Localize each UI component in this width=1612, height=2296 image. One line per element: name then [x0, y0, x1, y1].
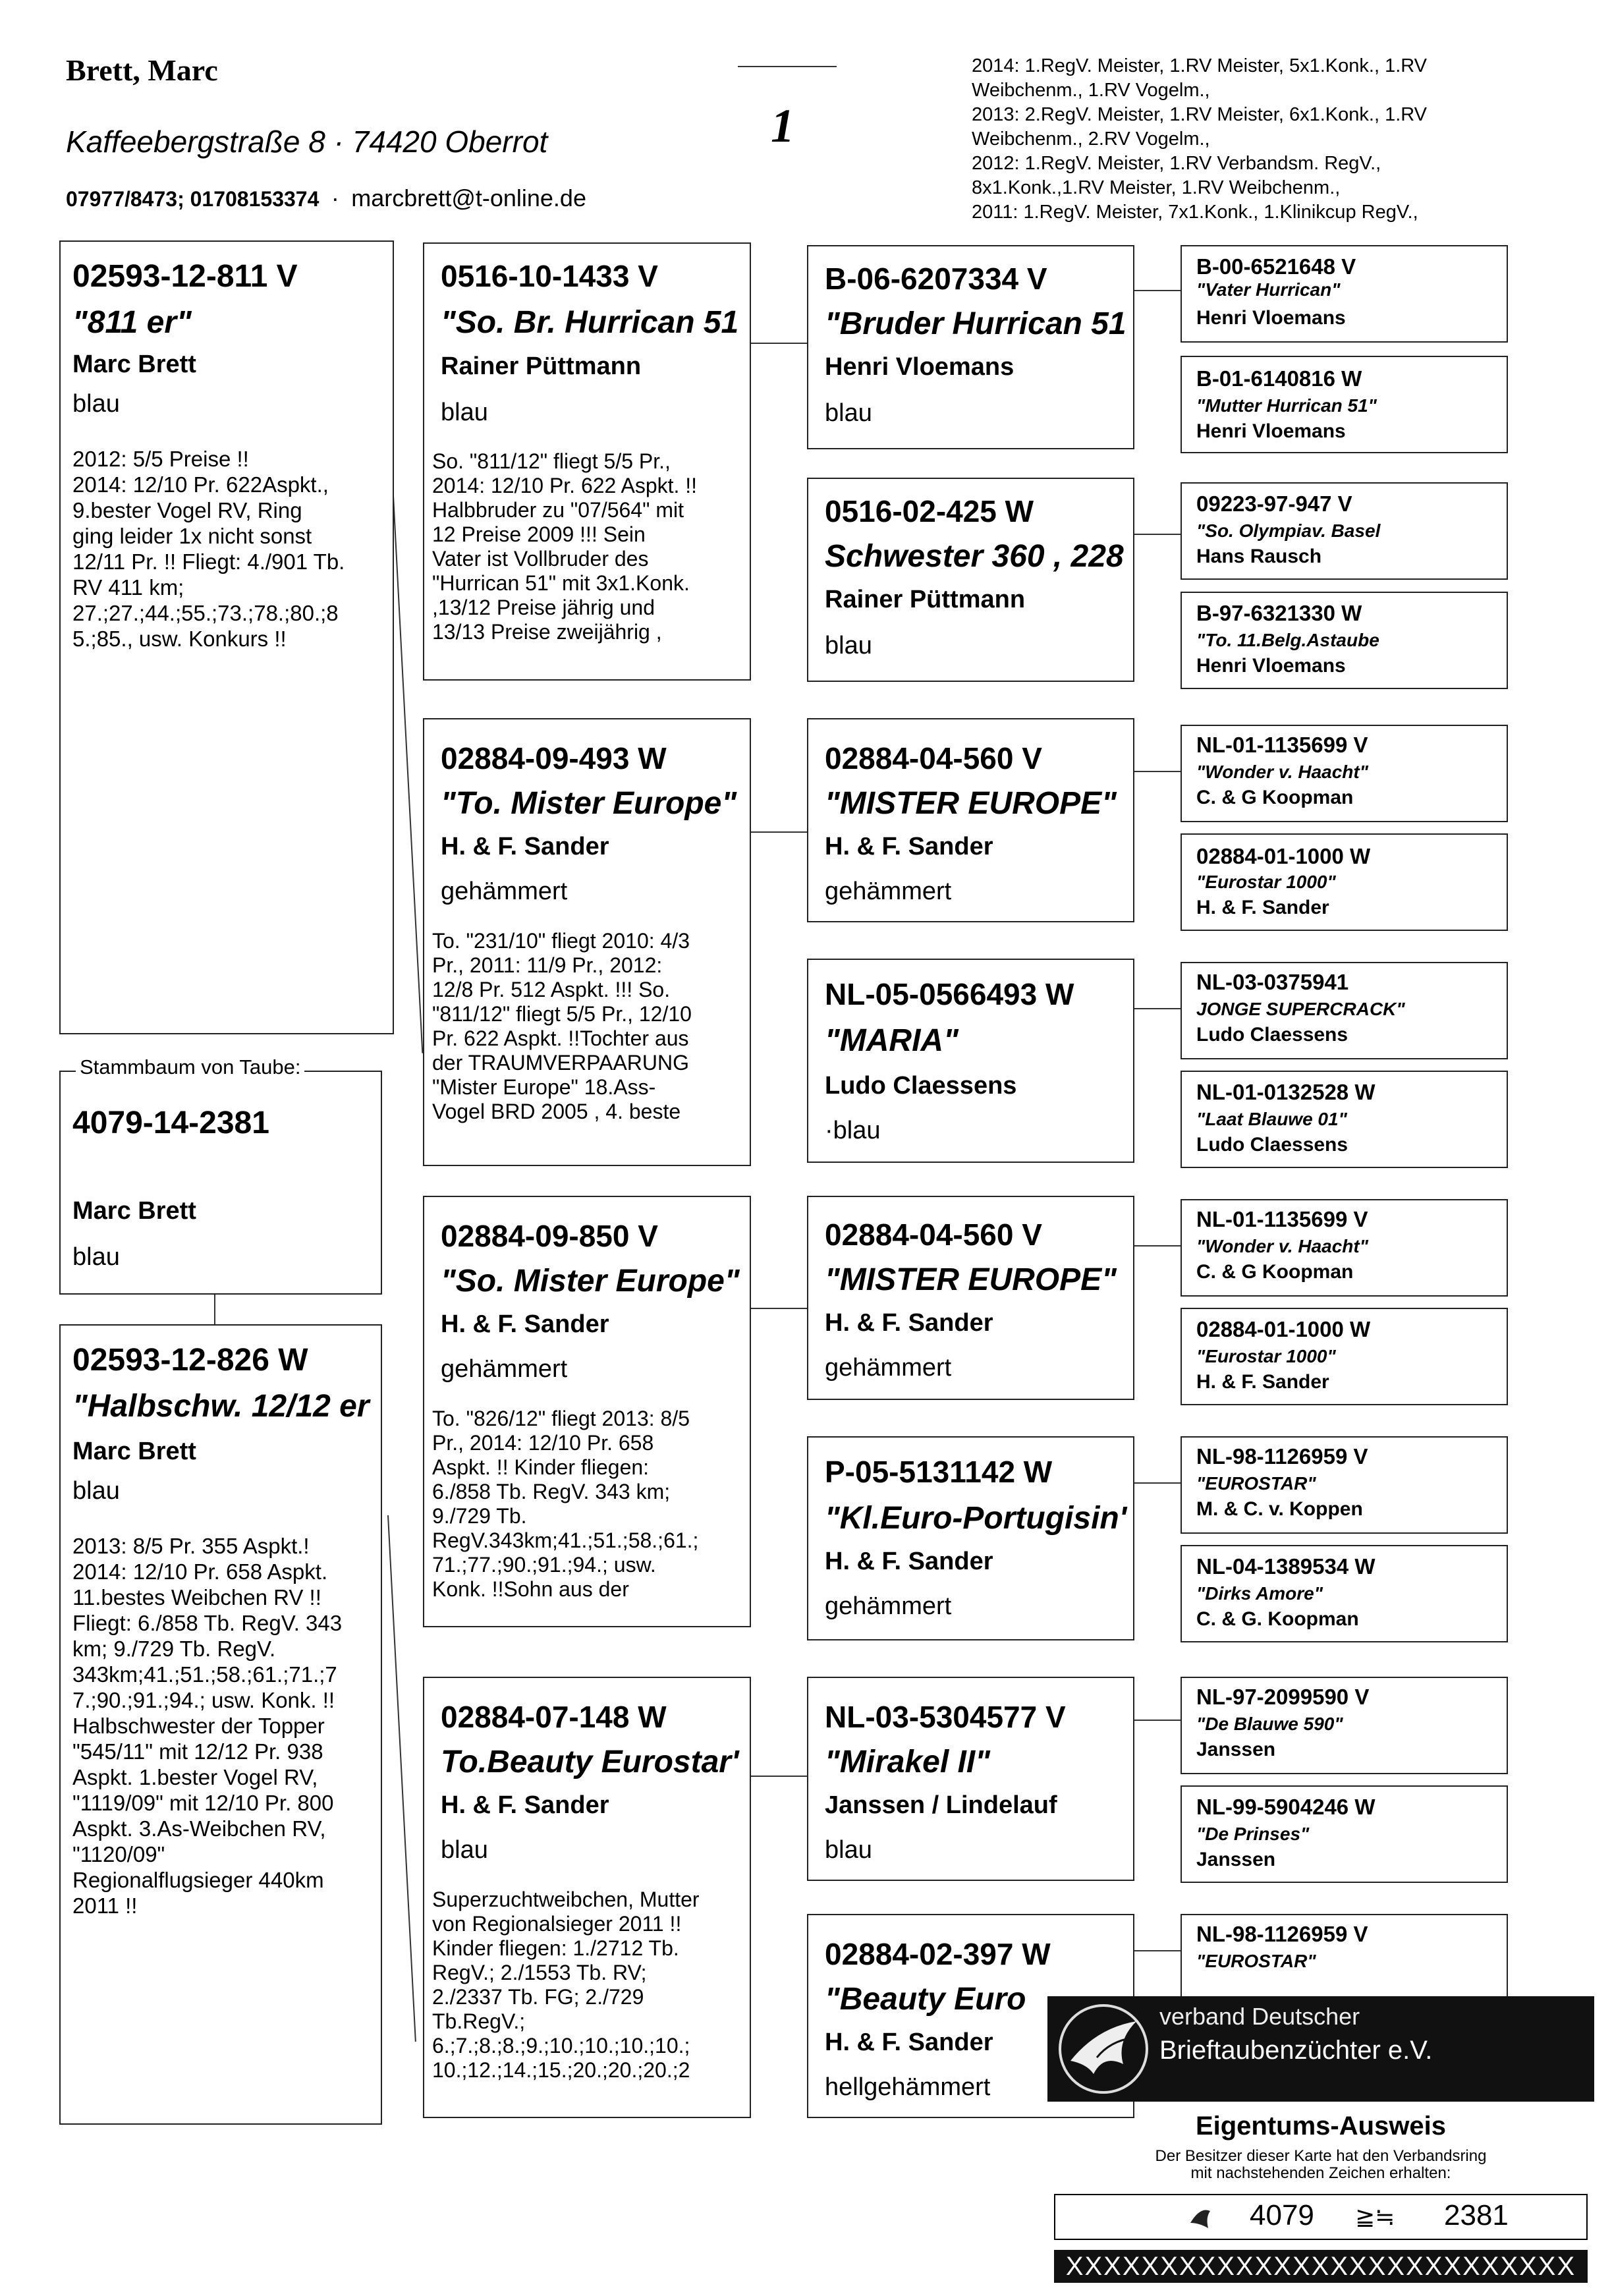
ggp-color: gehämmert [825, 1354, 952, 1382]
gggp-name: "Laat Blauwe 01" [1196, 1109, 1347, 1129]
note-line: 71.;77.;90.;91.;94.; usw. [432, 1553, 656, 1577]
note-line: 2014: 12/10 Pr. 622 Aspkt. !! [432, 474, 698, 497]
note-line: Vogel BRD 2005 , 4. beste [432, 1100, 681, 1123]
gp-ring: 02884-09-493 W [441, 741, 667, 775]
note-line: 27.;27.;44.;55.;73.;78.;80.;8 [72, 601, 339, 625]
gg-grandparent-card[interactable] [1181, 833, 1508, 931]
gg-grandparent-card[interactable] [1181, 1308, 1508, 1405]
note-line: Aspkt. 3.As-Weibchen RV, [72, 1816, 326, 1841]
father-name: "811 er" [72, 305, 192, 340]
ggp-color: blau [825, 399, 872, 427]
note-line: 11.bestes Weibchen RV !! [72, 1585, 321, 1610]
ggp-owner: Henri Vloemans [825, 353, 1014, 381]
great-grandparent-card[interactable] [807, 245, 1134, 449]
note-line: Pr., 2011: 11/9 Pr., 2012: [432, 953, 663, 977]
ggp-name: "Mirakel II" [825, 1745, 990, 1779]
connector-line [1134, 1482, 1181, 1484]
gggp-ring: NL-97-2099590 V [1196, 1685, 1370, 1709]
breeder-name: Brett, Marc [66, 53, 218, 87]
gggp-name: "EUROSTAR" [1196, 1951, 1316, 1971]
bird-emblem-icon [1187, 2203, 1213, 2232]
gggp-owner: Janssen [1196, 1849, 1276, 1870]
father-notes [72, 446, 382, 652]
mother-name: "Halbschw. 12/12 er [72, 1389, 370, 1424]
gp-notes [432, 929, 745, 1124]
ggp-name: "MISTER EUROPE" [825, 1262, 1117, 1297]
father-ring: 02593-12-811 V [72, 259, 298, 294]
connector-line [214, 1295, 215, 1324]
org-name-line-1: verband Deutscher [1159, 2003, 1360, 2030]
gp-notes [432, 1407, 745, 1602]
note-line: So. "811/12" fliegt 5/5 Pr., [432, 449, 671, 473]
note-line: "1120/09" [72, 1842, 165, 1866]
contact-separator: · [331, 184, 339, 211]
ggp-ring: NL-03-5304577 V [825, 1700, 1066, 1734]
gp-owner: H. & F. Sander [441, 1310, 609, 1338]
ggp-owner: H. & F. Sander [825, 833, 993, 860]
mother-owner: Marc Brett [72, 1438, 196, 1465]
gggp-owner: Henri Vloemans [1196, 420, 1346, 442]
note-line: Kinder fliegen: 1./2712 Tb. [432, 1936, 679, 1960]
dove-logo-icon [1057, 2002, 1150, 2097]
ggp-owner: H. & F. Sander [825, 1548, 993, 1575]
gggp-name: "Eurostar 1000" [1196, 872, 1336, 892]
gggp-ring: 02884-01-1000 W [1196, 1317, 1371, 1341]
breeder-contact [66, 184, 586, 212]
achievement-line: 2014: 1.RegV. Meister, 1.RV Meister, 5x1.Konk., 1.RV [972, 55, 1428, 76]
note-line: der TRAUMVERPAARUNG [432, 1051, 689, 1075]
gggp-owner: C. & G. Koopman [1196, 1608, 1359, 1630]
gggp-ring: NL-01-1135699 V [1196, 1207, 1368, 1231]
subject-ring: 4079-14-2381 [72, 1106, 269, 1140]
ggp-name: "Beauty Euro [825, 1982, 1026, 2017]
grandparent-card-1[interactable] [423, 242, 751, 681]
connector-line [1134, 1720, 1181, 1721]
note-line: von Regionalsieger 2011 !! [432, 1912, 682, 1936]
connector-line [1134, 771, 1181, 772]
achievement-line: 2011: 1.RegV. Meister, 7x1.Konk., 1.Klinikcup RegV., [972, 202, 1418, 223]
note-line: "Mister Europe" 18.Ass- [432, 1075, 656, 1099]
gggp-ring: NL-01-0132528 W [1196, 1080, 1376, 1104]
gggp-ring: NL-98-1126959 V [1196, 1922, 1368, 1946]
page-number: 1 [771, 99, 794, 152]
note-line: 2012: 5/5 Preise !! [72, 447, 249, 471]
great-grandparent-card[interactable] [807, 959, 1134, 1163]
gggp-ring: NL-99-5904246 W [1196, 1795, 1376, 1819]
ggp-ring: 02884-04-560 V [825, 1218, 1042, 1252]
gggp-name: "So. Olympiav. Basel [1196, 520, 1381, 541]
ring-code-a: 4079 [1250, 2199, 1314, 2231]
gggp-name: "Dirks Amore" [1196, 1583, 1323, 1604]
ggp-name: "MISTER EUROPE" [825, 786, 1117, 821]
mother-ring: 02593-12-826 W [72, 1343, 308, 1378]
gggp-name: "De Prinses" [1196, 1824, 1310, 1844]
connector-line [751, 1308, 807, 1309]
gp-name: "To. Mister Europe" [441, 786, 737, 821]
father-color: blau [72, 390, 120, 418]
note-line: 12/8 Pr. 512 Aspkt. !!! So. [432, 978, 671, 1001]
gggp-owner: M. & C. v. Koppen [1196, 1498, 1363, 1520]
ggp-ring: 02884-04-560 V [825, 741, 1042, 775]
note-line: 343km;41.;51.;58.;61.;71.;7 [72, 1662, 337, 1687]
org-name-line-2: Brieftaubenzüchter e.V. [1159, 2036, 1433, 2065]
gg-grandparent-card[interactable] [1181, 1436, 1508, 1534]
note-line: 9.bester Vogel RV, Ring [72, 498, 302, 522]
note-line: Pr., 2014: 12/10 Pr. 658 [432, 1431, 654, 1455]
gggp-ring: 02884-01-1000 W [1196, 844, 1371, 868]
great-grandparent-card[interactable] [807, 1677, 1134, 1881]
note-line: Aspkt. !! Kinder fliegen: [432, 1455, 650, 1479]
great-grandparent-card[interactable] [807, 1436, 1134, 1640]
gggp-owner: Henri Vloemans [1196, 307, 1346, 329]
gp-name: "So. Br. Hurrican 51 [441, 305, 739, 340]
gp-color: gehämmert [441, 878, 568, 905]
ggp-owner: H. & F. Sander [825, 2029, 993, 2056]
breeder-address: Kaffeebergstraße 8 · 74420 Oberrot [66, 125, 548, 159]
note-line: "Hurrican 51" mit 3x1.Konk. [432, 571, 690, 595]
gp-ring: 0516-10-1433 V [441, 259, 658, 293]
gggp-ring: NL-03-0375941 [1196, 970, 1349, 994]
achievement-line: 8x1.Konk.,1.RV Meister, 1.RV Weibchenm., [972, 177, 1341, 198]
father-card[interactable] [59, 240, 394, 1034]
gggp-name: "Eurostar 1000" [1196, 1346, 1336, 1366]
note-line: 2014: 12/10 Pr. 658 Aspkt. [72, 1559, 328, 1584]
gggp-ring: NL-04-1389534 W [1196, 1554, 1376, 1579]
ggp-ring: P-05-5131142 W [825, 1455, 1053, 1489]
achievements-list [972, 54, 1565, 225]
header-rule [738, 66, 837, 67]
father-owner: Marc Brett [72, 350, 196, 378]
note-line: km; 9./729 Tb. RegV. [72, 1637, 276, 1661]
gg-grandparent-card[interactable] [1181, 1785, 1508, 1883]
note-line: To. "231/10" fliegt 2010: 4/3 [432, 929, 690, 953]
note-line: 9./729 Tb. [432, 1504, 527, 1528]
gp-ring: 02884-09-850 V [441, 1219, 658, 1253]
pedigree-label: Stammbaum von Taube: [76, 1055, 304, 1079]
gp-owner: H. & F. Sander [441, 833, 609, 860]
connector-line [387, 1515, 416, 2042]
note-line: Halbschwester der Topper [72, 1714, 325, 1738]
connector-line [1134, 1950, 1181, 1951]
connector-line [1134, 1008, 1181, 1009]
ownership-subtext [1047, 2148, 1594, 2182]
note-line: "811/12" fliegt 5/5 Pr., 12/10 [432, 1002, 692, 1026]
note-line: Vater ist Vollbruder des [432, 547, 649, 571]
gggp-name: JONGE SUPERCRACK" [1196, 999, 1405, 1019]
mother-color: blau [72, 1477, 120, 1505]
ggp-ring: 02884-02-397 W [825, 1937, 1051, 1971]
gggp-name: "De Blauwe 590" [1196, 1714, 1343, 1734]
gggp-name: "To. 11.Belg.Astaube [1196, 630, 1379, 650]
ownership-card [1047, 1996, 1594, 2286]
gggp-owner: Ludo Claessens [1196, 1024, 1348, 1046]
gggp-owner: H. & F. Sander [1196, 1371, 1329, 1393]
gggp-name: "Mutter Hurrican 51" [1196, 395, 1377, 416]
note-line: 7.;90.;91.;94.; usw. Konk. !! [72, 1688, 335, 1712]
ggp-owner: H. & F. Sander [825, 1309, 993, 1337]
ownership-card-header [1047, 1996, 1594, 2102]
note-line: Fliegt: 6./858 Tb. RegV. 343 [72, 1611, 343, 1635]
ring-number-box [1054, 2194, 1588, 2240]
ggp-ring: B-06-6207334 V [825, 262, 1047, 296]
ggp-owner: Ludo Claessens [825, 1072, 1017, 1100]
subject-color: blau [72, 1243, 120, 1271]
ggp-name: "Kl.Euro-Portugisin' [825, 1501, 1127, 1536]
connector-line [751, 831, 807, 833]
gggp-owner: C. & G Koopman [1196, 1261, 1354, 1283]
note-line: RegV.343km;41.;51.;58.;61.; [432, 1528, 699, 1552]
grandparent-card-4[interactable] [423, 1677, 751, 2118]
gggp-ring: B-01-6140816 W [1196, 366, 1362, 391]
gggp-owner: Henri Vloemans [1196, 655, 1346, 677]
ggp-ring: NL-05-0566493 W [825, 977, 1074, 1011]
great-grandparent-card[interactable] [807, 718, 1134, 922]
note-line: Regionalflugsieger 440km [72, 1868, 324, 1892]
gg-grandparent-card[interactable] [1181, 1071, 1508, 1168]
connector-line [1134, 290, 1181, 291]
ggp-name: Schwester 360 , 228 [825, 539, 1124, 574]
subject-owner: Marc Brett [72, 1197, 196, 1225]
ggp-color: gehämmert [825, 1592, 952, 1620]
gp-color: gehämmert [441, 1355, 568, 1383]
note-line: 5.;85., usw. Konkurs !! [72, 627, 287, 651]
subject-card[interactable] [59, 1071, 382, 1295]
gp-name: "So. Mister Europe" [441, 1264, 740, 1299]
connector-line [1134, 1245, 1181, 1246]
gp-name: To.Beauty Eurostar' [441, 1745, 739, 1779]
note-line: To. "826/12" fliegt 2013: 8/5 [432, 1407, 690, 1430]
gp-color: blau [441, 1836, 488, 1864]
ownership-heading: Eigentums-Ausweis [1195, 2112, 1447, 2141]
note-line: Halbbruder zu "07/564" mit [432, 498, 684, 522]
note-line: 2013: 8/5 Pr. 355 Aspkt.! [72, 1534, 310, 1558]
note-line: Konk. !!Sohn aus der [432, 1577, 629, 1601]
note-line: Aspkt. 1.bester Vogel RV, [72, 1765, 318, 1789]
gggp-ring: NL-01-1135699 V [1196, 733, 1368, 757]
note-line: ,13/12 Preise jährig und [432, 596, 655, 619]
grandparent-card-2[interactable] [423, 718, 751, 1166]
security-pattern: XXXXXXXXXXXXXXXXXXXXXXXXXXX [1054, 2250, 1588, 2283]
gggp-owner: Hans Rausch [1196, 546, 1322, 567]
gggp-owner: Janssen [1196, 1739, 1276, 1760]
ggp-name: "MARIA" [825, 1023, 959, 1058]
gp-notes [432, 449, 745, 644]
gg-grandparent-card[interactable] [1181, 1677, 1508, 1774]
note-line: 6.;7.;8.;8.;9.;10.;10.;10.;10.; [432, 2034, 690, 2058]
gg-grandparent-card[interactable] [1181, 1199, 1508, 1297]
gp-owner: H. & F. Sander [441, 1791, 609, 1819]
note-line: "545/11" mit 12/12 Pr. 938 [72, 1739, 323, 1764]
gg-grandparent-card[interactable] [1181, 482, 1508, 580]
gggp-name: "Vater Hurrican" [1196, 279, 1341, 300]
gp-ring: 02884-07-148 W [441, 1700, 667, 1734]
gp-owner: Rainer Püttmann [441, 352, 642, 380]
gggp-name: "EUROSTAR" [1196, 1473, 1316, 1494]
connector-line [1134, 534, 1181, 535]
note-line: 12 Preise 2009 !!! Sein [432, 522, 646, 546]
ring-code-mid: ≧≒ [1355, 2203, 1395, 2230]
achievement-line: 2013: 2.RegV. Meister, 1.RV Meister, 6x1.Konk., 1.RV [972, 104, 1428, 125]
gg-grandparent-card[interactable] [1181, 1545, 1508, 1642]
achievement-line: 2012: 1.RegV. Meister, 1.RV Verbandsm. RegV., [972, 153, 1381, 174]
gggp-name: "Wonder v. Haacht" [1196, 762, 1368, 782]
achievement-line: Weibchenm., 1.RV Vogelm., [972, 80, 1210, 101]
gggp-owner: Ludo Claessens [1196, 1134, 1348, 1156]
ggp-name: "Bruder Hurrican 51 [825, 306, 1126, 341]
gggp-name: "Wonder v. Haacht" [1196, 1236, 1368, 1256]
note-line: RegV.; 2./1553 Tb. RV; [432, 1961, 647, 1984]
note-line: Superzuchtweibchen, Mutter [432, 1888, 700, 1911]
gggp-ring: B-00-6521648 V [1196, 254, 1356, 279]
connector-line [751, 343, 807, 344]
gggp-ring: 09223-97-947 V [1196, 491, 1352, 516]
ring-code-b: 2381 [1444, 2199, 1509, 2231]
gg-grandparent-card[interactable] [1181, 725, 1508, 822]
note-line: 12/11 Pr. !! Fliegt: 4./901 Tb. [72, 549, 345, 574]
gg-grandparent-card[interactable] [1181, 592, 1508, 689]
great-grandparent-card[interactable] [807, 478, 1134, 682]
ggp-ring: 0516-02-425 W [825, 494, 1034, 528]
note-line: 10.;12.;14.;15.;20.;20.;20.;2 [432, 2058, 690, 2082]
ggp-color: blau [825, 1836, 872, 1864]
note-line: 13/13 Preise zweijährig , [432, 620, 662, 644]
connector-line [751, 1776, 807, 1777]
breeder-email[interactable]: marcbrett@t-online.de [351, 184, 586, 211]
gp-notes [432, 1888, 745, 2083]
gp-color: blau [441, 399, 488, 426]
ggp-owner: Rainer Püttmann [825, 586, 1026, 613]
gg-grandparent-card[interactable] [1181, 962, 1508, 1059]
ggp-color: blau [825, 632, 872, 659]
gggp-ring: NL-98-1126959 V [1196, 1444, 1368, 1469]
note-line: 2014: 12/10 Pr. 622Aspkt., [72, 472, 329, 497]
gggp-ring: B-97-6321330 W [1196, 601, 1362, 625]
ggp-color: ·blau [825, 1117, 881, 1144]
note-line: 2011 !! [72, 1893, 138, 1918]
grandparent-card-3[interactable] [423, 1196, 751, 1627]
note-line: "1119/09" mit 12/10 Pr. 800 [72, 1791, 334, 1815]
gg-grandparent-card[interactable] [1181, 356, 1508, 453]
ggp-owner: Janssen / Lindelauf [825, 1791, 1057, 1819]
achievement-line: Weibchenm., 2.RV Vogelm., [972, 128, 1210, 150]
note-line: Pr. 622 Aspkt. !!Tochter aus [432, 1026, 689, 1050]
mother-notes [72, 1533, 375, 1918]
ownership-subtext-line: Der Besitzer dieser Karte hat den Verbandsring [1155, 2147, 1487, 2165]
ggp-color: hellgehämmert [825, 2073, 991, 2101]
note-line: RV 411 km; [72, 575, 184, 600]
gggp-owner: C. & G Koopman [1196, 787, 1354, 808]
gggp-owner: H. & F. Sander [1196, 897, 1329, 918]
great-grandparent-card[interactable] [807, 1196, 1134, 1400]
note-line: Tb.RegV.; [432, 2009, 526, 2033]
breeder-phone: 07977/8473; 01708153374 [66, 187, 320, 211]
mother-card[interactable] [59, 1324, 382, 2125]
note-line: 6./858 Tb. RegV. 343 km; [432, 1480, 671, 1503]
gg-grandparent-card[interactable] [1181, 245, 1508, 343]
note-line: 2./2337 Tb. FG; 2./729 [432, 1985, 644, 2009]
note-line: ging leider 1x nicht sonst [72, 524, 312, 548]
ggp-color: gehämmert [825, 878, 952, 905]
ownership-subtext-line: mit nachstehenden Zeichen erhalten: [1190, 2164, 1451, 2182]
